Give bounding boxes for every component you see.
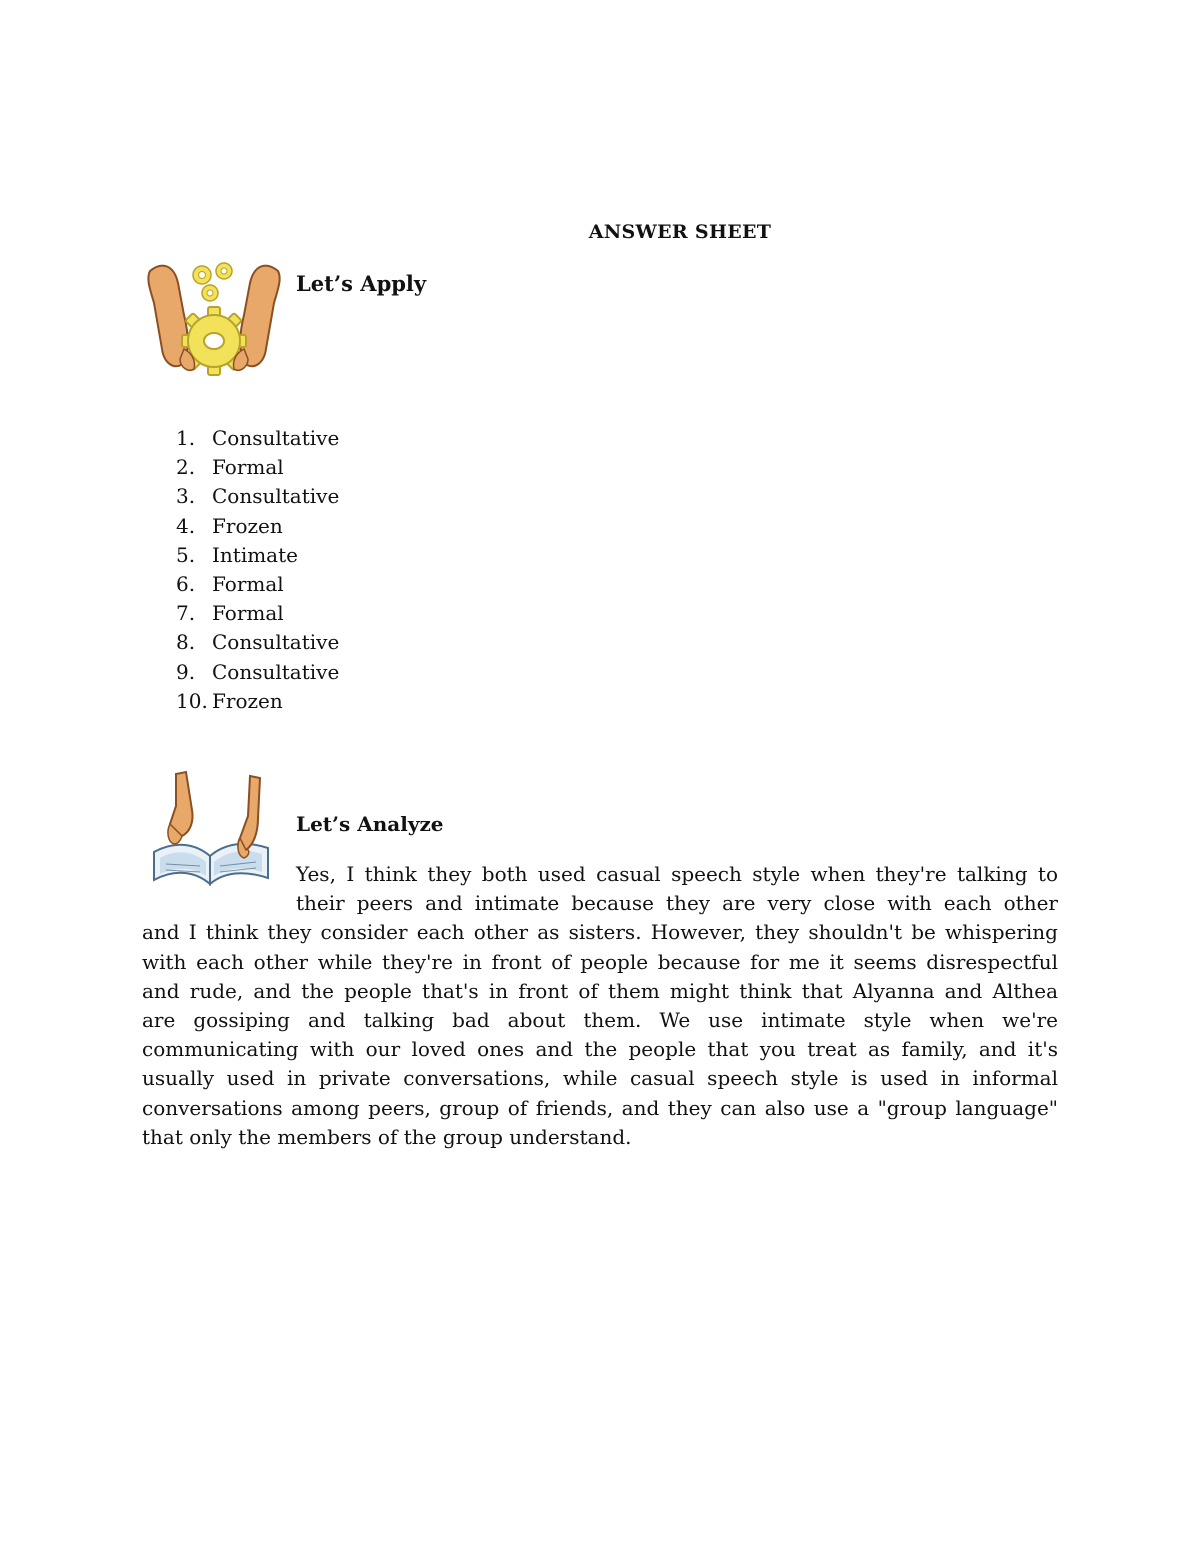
item-number: 4. <box>176 513 196 538</box>
answer-list <box>176 424 339 716</box>
analysis-paragraph <box>142 860 1058 1152</box>
paragraph-line: and rude, and the people that's in front of them might think that Alyanna and Althea <box>142 978 1058 1003</box>
lets-apply-heading: Let’s Apply <box>296 271 427 296</box>
list-item <box>176 424 339 453</box>
item-number: 8. <box>176 630 196 655</box>
page-title: ANSWER SHEET <box>588 221 772 243</box>
list-item <box>176 687 339 716</box>
item-answer: Formal <box>212 601 284 626</box>
paragraph-line: and I think they consider each other as sisters. However, they shouldn't be whispering <box>142 920 1058 945</box>
item-answer: Formal <box>212 455 284 480</box>
item-answer: Consultative <box>212 484 340 509</box>
item-answer: Frozen <box>212 513 283 538</box>
item-answer: Frozen <box>212 688 283 713</box>
paragraph-line: usually used in private conversations, while casual speech style is used in informal <box>142 1066 1058 1091</box>
list-item <box>176 482 339 511</box>
item-answer: Intimate <box>212 542 298 567</box>
list-item <box>176 541 339 570</box>
lets-analyze-heading: Let’s Analyze <box>296 812 444 836</box>
paragraph-line: their peers and intimate because they are very close with each other <box>296 891 1058 916</box>
item-number: 1. <box>176 426 196 450</box>
item-number: 6. <box>176 571 196 596</box>
list-item <box>176 599 339 628</box>
hands-holding-gears-icon <box>144 253 284 383</box>
item-answer: Formal <box>212 571 284 596</box>
item-number: 2. <box>176 455 196 480</box>
list-item <box>176 453 339 482</box>
item-answer: Consultative <box>212 630 340 655</box>
item-number: 3. <box>176 484 196 509</box>
paragraph-line: conversations among peers, group of friends, and they can also use a "group language" <box>142 1095 1058 1120</box>
item-number: 5. <box>176 542 196 567</box>
paragraph-line: with each other while they're in front of people because for me it seems disrespectful <box>142 949 1058 974</box>
paragraph-line: Yes, I think they both used casual speech style when they're talking to <box>296 862 1058 886</box>
paragraph-line: that only the members of the group understand. <box>142 1124 632 1149</box>
item-number: 9. <box>176 659 196 684</box>
item-number: 10. <box>176 688 208 713</box>
item-answer: Consultative <box>212 659 340 684</box>
item-answer: Consultative <box>212 426 340 450</box>
paragraph-line: communicating with our loved ones and the people that you treat as family, and it's <box>142 1037 1058 1062</box>
list-item <box>176 658 339 687</box>
list-item <box>176 628 339 657</box>
item-number: 7. <box>176 601 196 626</box>
list-item <box>176 570 339 599</box>
list-item <box>176 512 339 541</box>
paragraph-line: are gossiping and talking bad about them. We use intimate style when we're <box>142 1007 1058 1032</box>
